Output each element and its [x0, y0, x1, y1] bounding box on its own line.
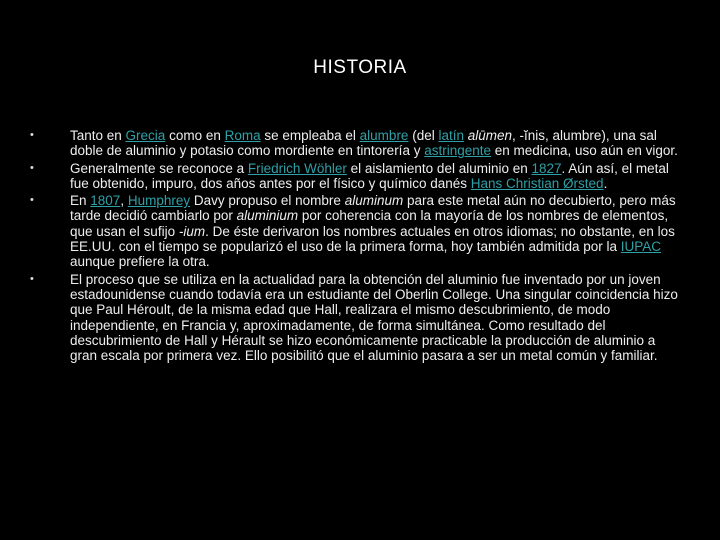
link-hans-christian-orsted[interactable]: Hans Christian Ørsted — [470, 175, 604, 191]
text-run: el aislamiento del aluminio en — [346, 160, 532, 176]
link-latin[interactable]: latín — [438, 128, 464, 143]
bullet-icon: • — [30, 161, 34, 174]
bullet-list — [28, 128, 680, 365]
text-run: Davy propuso el nombre — [190, 193, 345, 209]
text-run: . Aún así, el metal fue obtenido, impuro, dos años antes por el físico y químico danés — [70, 160, 669, 191]
link-1827[interactable]: 1827 — [531, 160, 562, 176]
slide-title: HISTORIA — [313, 57, 407, 78]
bullet-item-proceso — [28, 272, 680, 364]
text-run: . — [603, 175, 608, 191]
text-run: . De éste derivaron los nombres actuales en otros idiomas; no obstante, en los EE.UU. con el tiempo se popularizó el uso de la primera forma, hoy también admitida por la — [70, 223, 675, 255]
bullet-item-grecia-roma — [28, 128, 680, 159]
text-run: (del — [408, 128, 439, 143]
link-humphrey[interactable]: Humphrey — [127, 193, 191, 209]
text-run: se empleaba el — [260, 128, 360, 143]
bullet-icon: • — [30, 129, 34, 141]
link-grecia[interactable]: Grecia — [125, 128, 166, 143]
bullet-icon: • — [30, 194, 34, 207]
bullet-item-wohler — [28, 161, 680, 192]
term-aluminium: aluminium — [236, 208, 299, 224]
link-friedrich-wohler[interactable]: Friedrich Wöhler — [247, 160, 347, 176]
term-aluminum: aluminum — [344, 193, 404, 209]
link-astringente[interactable]: astringente — [424, 143, 491, 159]
link-roma[interactable]: Roma — [224, 128, 261, 143]
link-alumbre[interactable]: alumbre — [359, 128, 409, 143]
text-run: Generalmente se reconoce a — [70, 160, 248, 176]
term-ium-suffix: -ium — [178, 223, 206, 239]
text-run: como en — [165, 128, 225, 143]
bullet-icon: • — [30, 272, 34, 285]
link-iupac[interactable]: IUPAC — [620, 239, 662, 255]
link-1807[interactable]: 1807 — [90, 193, 121, 209]
latin-term: alūmen — [467, 128, 513, 143]
text-run: , — [120, 193, 128, 209]
text-run: , -ĭnis, alumbre), una sal doble de aluminio y potasio como mordiente en tintorería y — [70, 128, 657, 159]
text-run: En — [70, 193, 91, 209]
text-run: El proceso que se utiliza en la actualidad para la obtención del aluminio fue inventado por un joven estadounidense cuando todavía era un estudiante del Oberlin College. Una singular coincidencia hizo que Paul Héroult, de la misma edad que Hall, realizara el mismo descubrimiento, de modo independiente, en Francia y, aproximadamente, de forma simultánea. Como resultado del descubrimiento de Hall y Hérault se hizo económicamente practicable la producción de aluminio a gran escala por primera vez. Ello posibilitó que el aluminio pasara a ser un metal común y familiar. — [70, 271, 678, 364]
text-run: en medicina, uso aún en vigor. — [491, 143, 678, 159]
text-run: por coherencia con la mayoría de los nombres de elementos, que usan el sufijo — [70, 208, 669, 239]
text-run: Tanto en — [70, 128, 126, 143]
bullet-item-davy — [28, 193, 680, 269]
text-run: aunque prefiere la otra. — [70, 254, 210, 270]
text-run: para este metal aún no decubierto, pero más tarde decidió cambiarlo por — [70, 193, 676, 224]
